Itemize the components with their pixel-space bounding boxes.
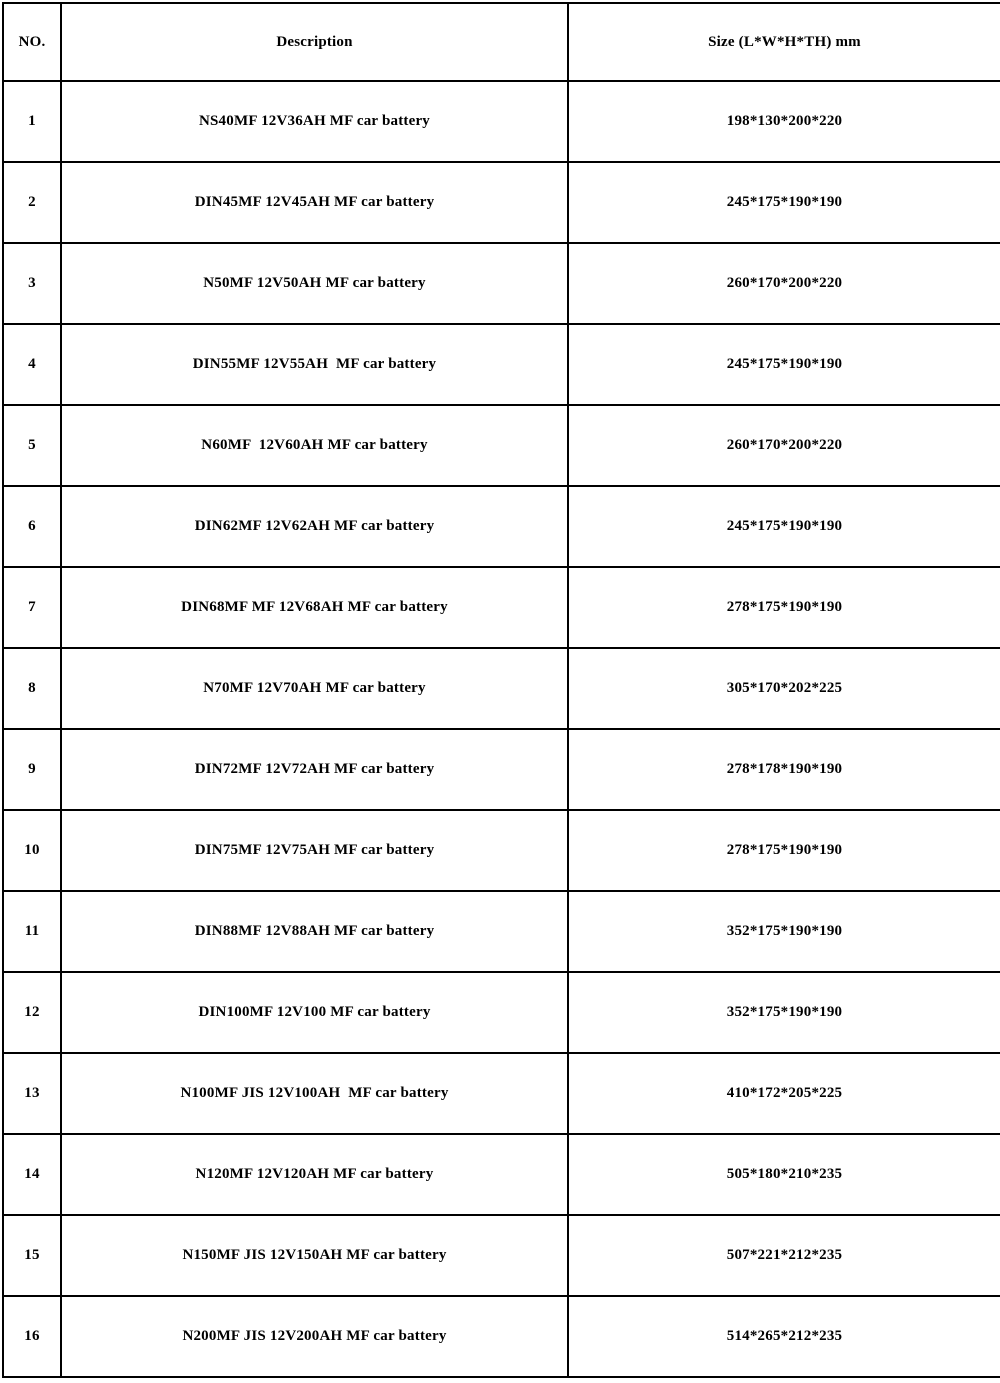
description-cell: N50MF 12V50AH MF car battery — [61, 243, 568, 324]
description-cell: N150MF JIS 12V150AH MF car battery — [61, 1215, 568, 1296]
description-cell: N60MF 12V60AH MF car battery — [61, 405, 568, 486]
size-cell: 514*265*212*235 — [568, 1296, 1000, 1377]
description-cell: DIN72MF 12V72AH MF car battery — [61, 729, 568, 810]
table-row — [3, 972, 1000, 1053]
row-number-cell: 11 — [3, 891, 61, 972]
row-number-cell: 5 — [3, 405, 61, 486]
size-cell: 278*175*190*190 — [568, 810, 1000, 891]
header-row — [3, 3, 1000, 81]
description-cell: NS40MF 12V36AH MF car battery — [61, 81, 568, 162]
table-header — [3, 3, 1000, 81]
table-row — [3, 81, 1000, 162]
description-cell: DIN55MF 12V55AH MF car battery — [61, 324, 568, 405]
size-cell: 260*170*200*220 — [568, 243, 1000, 324]
size-cell: 305*170*202*225 — [568, 648, 1000, 729]
table-row — [3, 1053, 1000, 1134]
row-number-cell: 4 — [3, 324, 61, 405]
size-cell: 410*172*205*225 — [568, 1053, 1000, 1134]
description-cell: DIN88MF 12V88AH MF car battery — [61, 891, 568, 972]
size-cell: 260*170*200*220 — [568, 405, 1000, 486]
row-number-cell: 16 — [3, 1296, 61, 1377]
row-number-cell: 10 — [3, 810, 61, 891]
row-number-cell: 6 — [3, 486, 61, 567]
size-cell: 352*175*190*190 — [568, 972, 1000, 1053]
size-cell: 245*175*190*190 — [568, 486, 1000, 567]
size-cell: 198*130*200*220 — [568, 81, 1000, 162]
size-cell: 278*178*190*190 — [568, 729, 1000, 810]
row-number-cell: 12 — [3, 972, 61, 1053]
row-number-cell: 15 — [3, 1215, 61, 1296]
table-row — [3, 810, 1000, 891]
row-number-cell: 2 — [3, 162, 61, 243]
table-row — [3, 567, 1000, 648]
row-number-cell: 1 — [3, 81, 61, 162]
row-number-cell: 8 — [3, 648, 61, 729]
size-cell: 352*175*190*190 — [568, 891, 1000, 972]
battery-size-table — [2, 2, 1000, 1378]
size-cell: 507*221*212*235 — [568, 1215, 1000, 1296]
table-row — [3, 324, 1000, 405]
column-header-description: Description — [61, 3, 568, 81]
row-number-cell: 9 — [3, 729, 61, 810]
table-row — [3, 891, 1000, 972]
table-body — [3, 81, 1000, 1377]
table-row — [3, 243, 1000, 324]
table-row — [3, 1215, 1000, 1296]
description-cell: N100MF JIS 12V100AH MF car battery — [61, 1053, 568, 1134]
column-header-no: NO. — [3, 3, 61, 81]
size-cell: 278*175*190*190 — [568, 567, 1000, 648]
table-row — [3, 405, 1000, 486]
description-cell: DIN100MF 12V100 MF car battery — [61, 972, 568, 1053]
table-row — [3, 729, 1000, 810]
table-row — [3, 486, 1000, 567]
size-cell: 245*175*190*190 — [568, 324, 1000, 405]
description-cell: N120MF 12V120AH MF car battery — [61, 1134, 568, 1215]
table-row — [3, 648, 1000, 729]
description-cell: N200MF JIS 12V200AH MF car battery — [61, 1296, 568, 1377]
row-number-cell: 3 — [3, 243, 61, 324]
row-number-cell: 14 — [3, 1134, 61, 1215]
table-row — [3, 1134, 1000, 1215]
table-row — [3, 162, 1000, 243]
size-cell: 505*180*210*235 — [568, 1134, 1000, 1215]
description-cell: N70MF 12V70AH MF car battery — [61, 648, 568, 729]
row-number-cell: 13 — [3, 1053, 61, 1134]
description-cell: DIN45MF 12V45AH MF car battery — [61, 162, 568, 243]
table-row — [3, 1296, 1000, 1377]
row-number-cell: 7 — [3, 567, 61, 648]
description-cell: DIN68MF MF 12V68AH MF car battery — [61, 567, 568, 648]
size-cell: 245*175*190*190 — [568, 162, 1000, 243]
column-header-size: Size (L*W*H*TH) mm — [568, 3, 1000, 81]
description-cell: DIN62MF 12V62AH MF car battery — [61, 486, 568, 567]
description-cell: DIN75MF 12V75AH MF car battery — [61, 810, 568, 891]
